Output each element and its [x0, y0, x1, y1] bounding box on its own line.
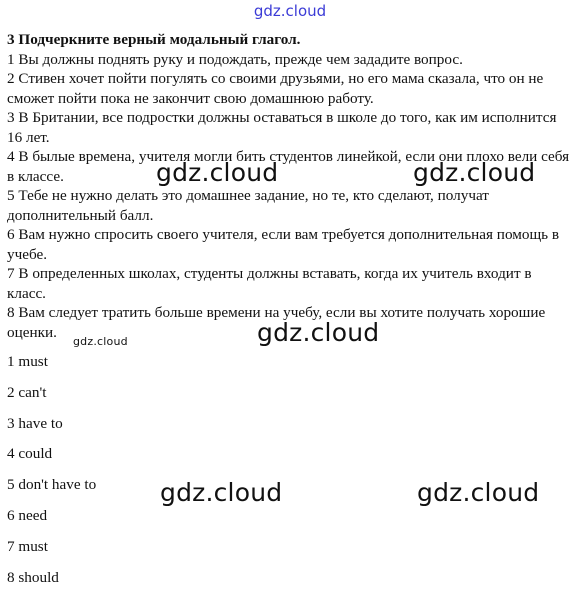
watermark: gdz.cloud: [257, 318, 380, 347]
sentence-4: 4 В былые времена, учителя могли бить студентов линейкой, если они плохо вели себя в классе.: [7, 148, 570, 185]
answer-6: 6 need: [7, 506, 48, 524]
sentence-3: 3 В Британии, все подростки должны оставаться в школе до того, как им исполнится 16 лет.: [7, 109, 557, 146]
sentence-2: 2 Стивен хочет пойти погулять со своими друзьями, но его мама сказала, что он не сможет пойти пока не закончит свою домашнюю работу.: [7, 70, 544, 107]
answer-8: 8 should: [7, 568, 59, 586]
watermark: gdz.cloud: [160, 478, 283, 507]
sentence-5: 5 Тебе не нужно делать это домашнее задание, но те, кто сделают, получат дополнительный балл.: [7, 187, 489, 224]
watermark: gdz.cloud: [413, 158, 536, 187]
answer-5: 5 don't have to: [7, 476, 97, 494]
sentence-7: 7 В определенных школах, студенты должны вставать, когда их учитель входит в класс.: [7, 265, 532, 302]
watermark: gdz.cloud: [417, 478, 540, 507]
exercise-title: 3 Подчеркните верный модальный глагол.: [7, 31, 301, 48]
sentence-8: 8 Вам следует тратить больше времени на учебу, если вы хотите получать хорошие оценки.: [7, 304, 546, 341]
watermark-small: gdz.cloud: [73, 335, 128, 348]
answer-list: [7, 351, 307, 597]
sentence-1: 1 Вы должны поднять руку и подождать, прежде чем зададите вопрос.: [7, 50, 463, 68]
watermark: gdz.cloud: [156, 158, 279, 187]
site-watermark-top: gdz.cloud: [253, 2, 327, 20]
sentence-6: 6 Вам нужно спросить своего учителя, если вам требуется дополнительная помощь в учебе.: [7, 226, 560, 263]
answer-7: 7 must: [7, 537, 48, 555]
answer-4: 4 could: [7, 445, 53, 463]
answer-3: 3 have to: [7, 414, 63, 432]
answer-1: 1 must: [7, 353, 48, 370]
answer-2: 2 can't: [7, 383, 47, 401]
